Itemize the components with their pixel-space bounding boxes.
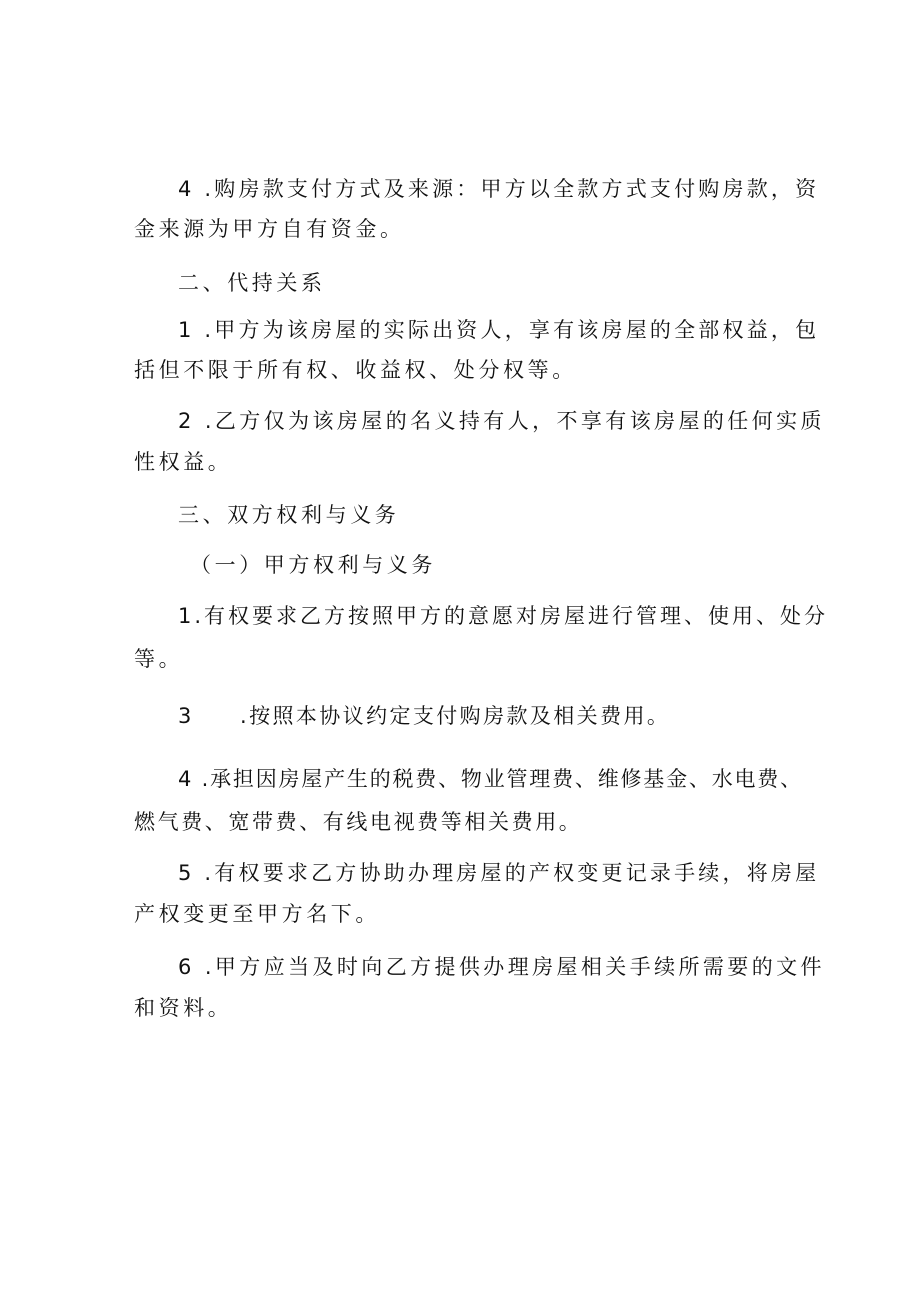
text-line: 产权变更至甲方名下。 — [134, 902, 380, 926]
section-heading: 三、双方权利与义务 — [178, 503, 400, 527]
text-line: 1.有权要求乙方按照甲方的意愿对房屋进行管理、使用、处分 — [178, 604, 829, 628]
text-line: 6 .甲方应当及时向乙方提供办理房屋相关手续所需要的文件 — [178, 955, 825, 979]
item-number: 3 — [178, 704, 194, 728]
text-line: 4 .承担因房屋产生的税费、物业管理费、维修基金、水电费、 — [178, 767, 803, 791]
text-line: 和资料。 — [134, 996, 233, 1020]
text-line: 等。 — [134, 647, 184, 671]
text-line: 性权益。 — [134, 450, 233, 474]
subsection-heading: （一）甲方权利与义务 — [190, 553, 436, 577]
section-heading: 二、代持关系 — [178, 271, 326, 295]
text-line — [178, 701, 670, 731]
text-line: 2 .乙方仅为该房屋的名义持有人，不享有该房屋的任何实质 — [178, 409, 825, 433]
text-line: 金来源为甲方自有资金。 — [134, 217, 405, 241]
text-line: 燃气费、宽带费、有线电视费等相关费用。 — [134, 810, 583, 834]
text-line: 括但不限于所有权、收益权、处分权等。 — [134, 358, 577, 382]
text-line: 5 .有权要求乙方协助办理房屋的产权变更记录手续，将房屋 — [178, 861, 820, 885]
text-line: 1 .甲方为该房屋的实际出资人，享有该房屋的全部权益，包 — [178, 318, 820, 342]
text-line: 4 .购房款支付方式及来源：甲方以全款方式支付购房款，资 — [178, 177, 820, 201]
item-text: .按照本协议约定支付购房款及相关费用。 — [240, 704, 671, 728]
